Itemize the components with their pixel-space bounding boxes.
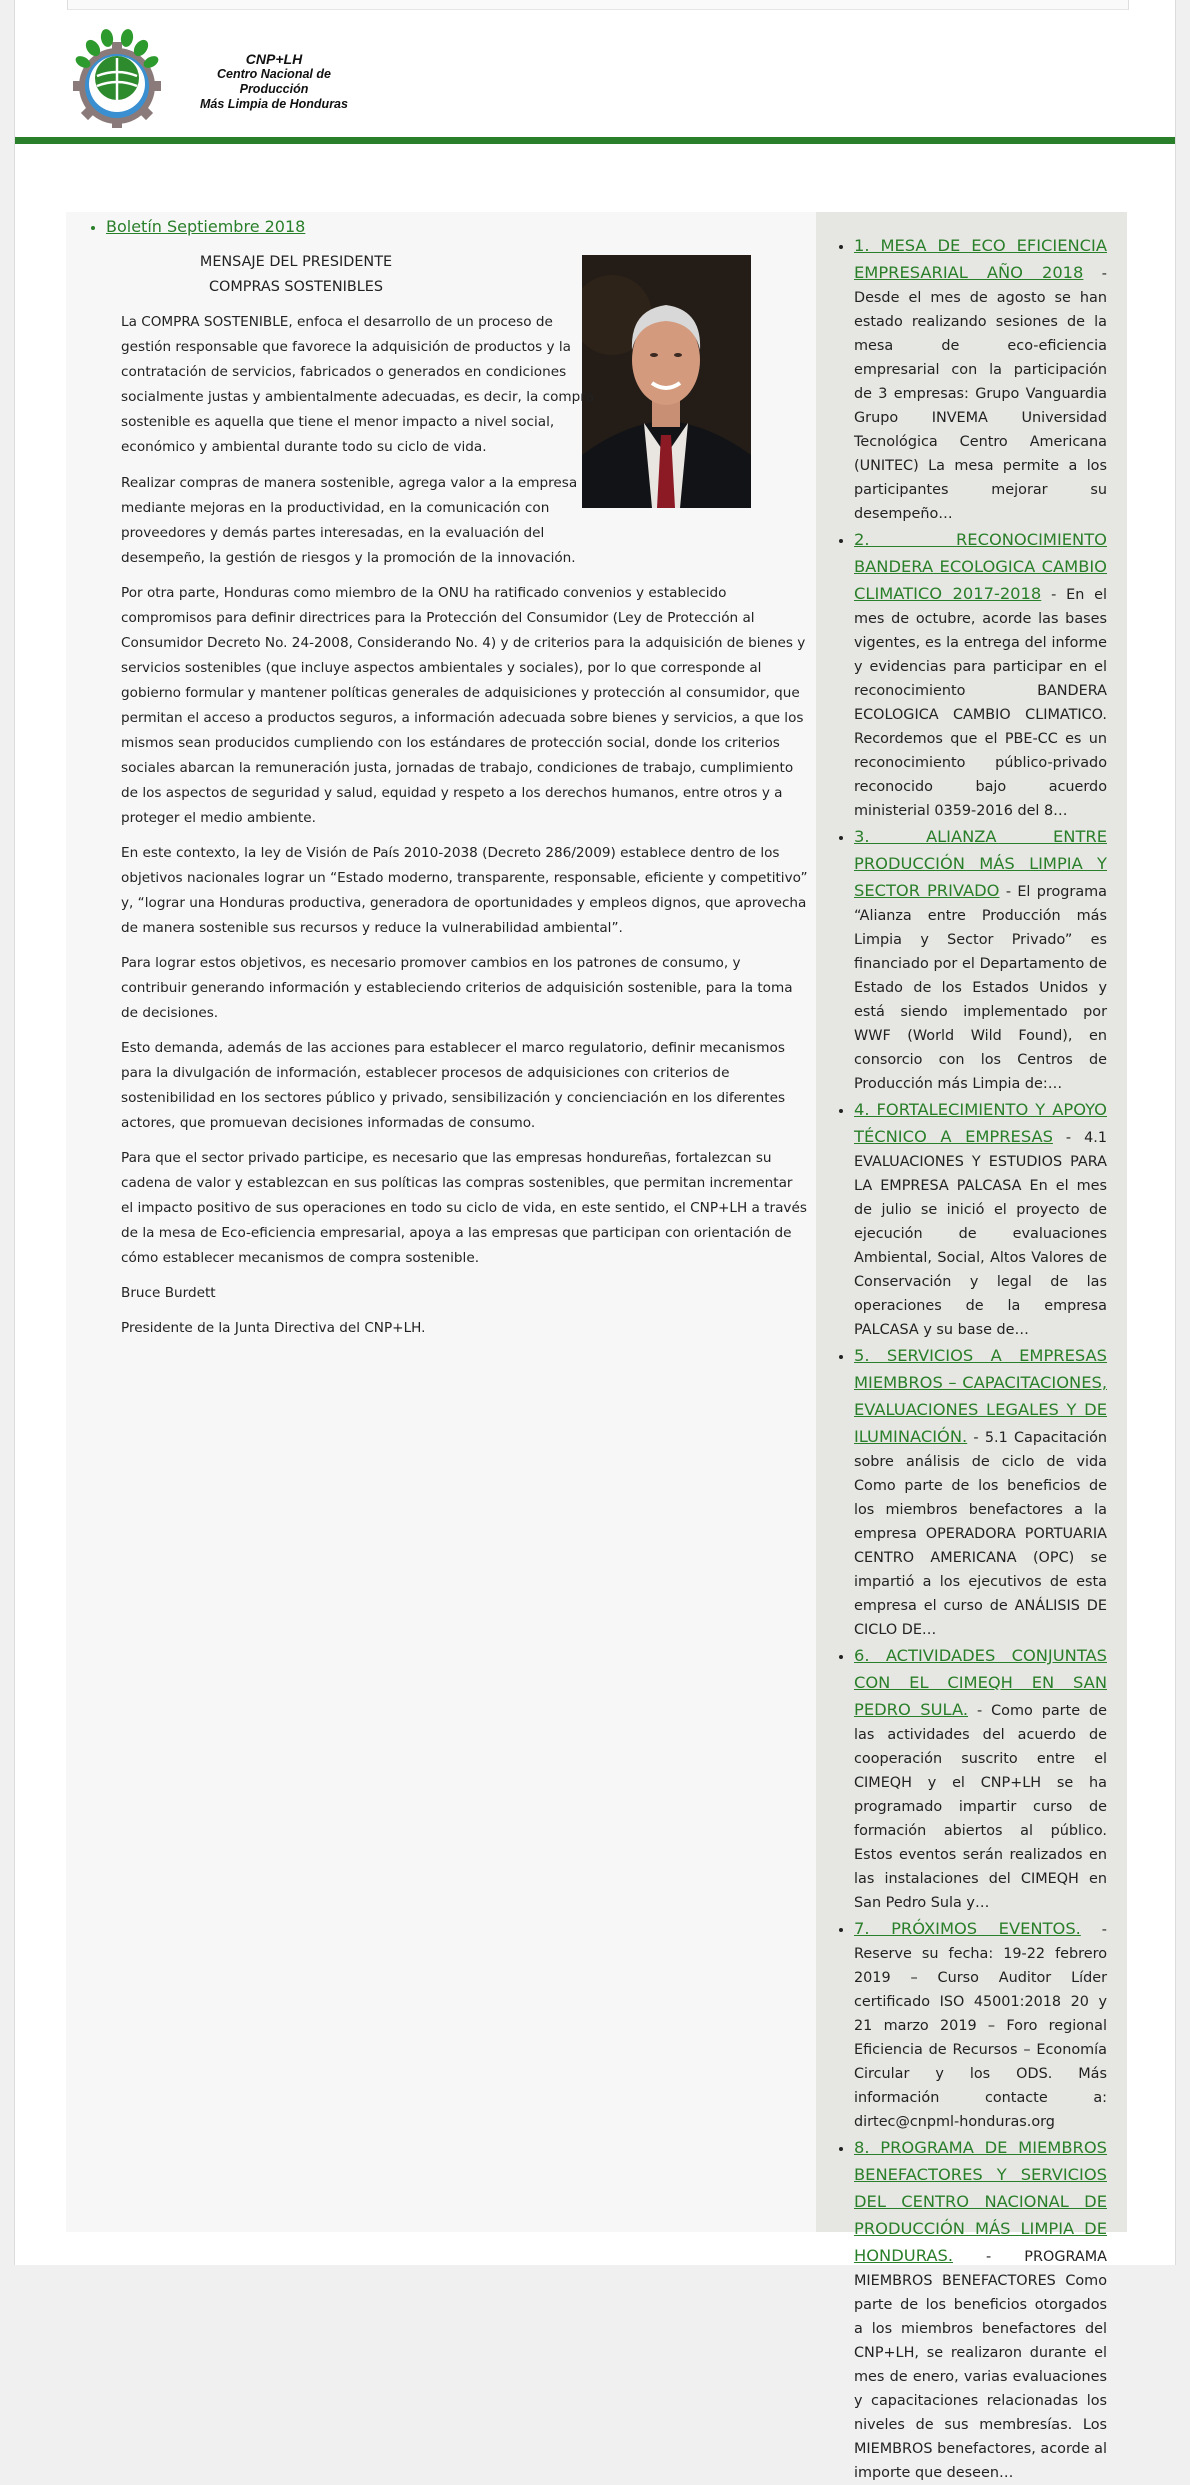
top-strip bbox=[67, 0, 1129, 10]
logo-line-1: CNP+LH bbox=[245, 51, 303, 67]
message-title-line-1: MENSAJE DEL PRESIDENTE bbox=[199, 254, 393, 270]
text-line: Para lograr estos objetivos, es necesario promover cambios en los patrones de consumo, y bbox=[121, 955, 741, 971]
text-line: La COMPRA SOSTENIBLE, enfoca el desarrollo de un proceso de bbox=[121, 314, 553, 330]
site-logo[interactable] bbox=[65, 28, 365, 128]
signature-role bbox=[121, 1316, 425, 1341]
paragraph-6 bbox=[121, 1036, 785, 1136]
bulletin-list bbox=[86, 214, 305, 241]
text-line: mediante mejoras en la productividad, en la comunicación con bbox=[121, 500, 550, 516]
text-line: Por otra parte, Honduras como miembro de la ONU ha ratificado convenios y establecido bbox=[121, 585, 727, 601]
text-line: contratación de servicios, fabricados o generados en condiciones bbox=[121, 364, 567, 380]
page bbox=[14, 0, 1176, 2481]
message-title-line-2: COMPRAS SOSTENIBLES bbox=[208, 279, 384, 295]
paragraph-3 bbox=[121, 581, 805, 831]
bulletin-link[interactable]: Boletín Septiembre 2018 bbox=[106, 217, 306, 236]
sidebar-item-4-excerpt: - 4.1 EVALUACIONES Y ESTUDIOS PARA LA EMPRESA PALCASA En el mes de julio se inició el proyecto de ejecución de evaluaciones Ambiental, Social, Altos Valores de Conservación y legal de las operaciones de la empresa PALCASA y su base de… bbox=[854, 1130, 1107, 1338]
gear-leaf-logo-icon bbox=[65, 28, 180, 128]
paragraph-5 bbox=[121, 951, 793, 1026]
text-line: compromisos para definir directrices para la Protección del Consumidor (Ley de Protección al bbox=[121, 610, 755, 626]
text-line: de manera sostenible sus recursos y reduce la vulnerabilidad ambiental”. bbox=[121, 920, 623, 936]
sidebar-news-list bbox=[816, 232, 1107, 2485]
text-line: económico y ambiental durante todo su ciclo de vida. bbox=[121, 439, 487, 455]
paragraph-7 bbox=[121, 1146, 807, 1271]
sidebar-item-2-excerpt: - En el mes de octubre, acorde las bases vigentes, es la entrega del informe y evidencias para participar en el reconocimiento BANDERA ECOLOGICA CAMBIO CLIMATICO. Recordemos que el PBE-CC es un reconocimiento público-privado reconocido bajo acuerdo ministerial 0359-2016 del 8… bbox=[854, 587, 1107, 819]
content-area bbox=[66, 212, 1127, 2481]
sidebar-item-7 bbox=[854, 1915, 1107, 2134]
sidebar-item-5-excerpt: - 5.1 Capacitación sobre análisis de ciclo de vida Como parte de los beneficios de los miembros benefactores a la empresa OPERADORA PORTUARIA CENTRO AMERICANA (OPC) se impartió a los ejecutivos de esta empresa el curso de ANÁLISIS DE CICLO DE… bbox=[854, 1430, 1107, 1638]
paragraph-2 bbox=[121, 471, 577, 571]
text-line: contribuir generando información y estableciendo criterios de adquisición sostenible, para la toma bbox=[121, 980, 793, 996]
logo-line-2: Centro Nacional de Producción bbox=[217, 67, 331, 96]
text-line: Para que el sector privado participe, es necesario que las empresas hondureñas, fortalezcan su bbox=[121, 1150, 772, 1166]
text-line: proteger el medio ambiente. bbox=[121, 810, 316, 826]
sidebar bbox=[816, 212, 1127, 2481]
president-photo bbox=[582, 255, 751, 508]
sidebar-item-6-link[interactable]: 6. ACTIVIDADES CONJUNTAS CON EL CIMEQH EN SAN PEDRO SULA. bbox=[854, 1646, 1107, 1719]
paragraph-4 bbox=[121, 841, 808, 941]
text-line: de los aspectos de seguridad y salud, equidad y respeto a los derechos humanos, entre otros y a bbox=[121, 785, 783, 801]
sidebar-item-3-link[interactable]: 3. ALIANZA ENTRE PRODUCCIÓN MÁS LIMPIA Y SECTOR PRIVADO bbox=[854, 827, 1107, 900]
text-line: permitan el acceso a productos seguros, a información adecuada sobre bienes y servicios, a que los bbox=[121, 710, 804, 726]
sidebar-item-4 bbox=[854, 1096, 1107, 1342]
sidebar-item-6-excerpt: - Como parte de las actividades del acuerdo de cooperación suscrito entre el CIMEQH y el CNP+LH se ha programado impartir curso de formación abiertos al público. Estos eventos serán realizados en las instalaciones del CIMEQH en San Pedro Sula y… bbox=[854, 1703, 1107, 1911]
message-title bbox=[121, 250, 471, 300]
sidebar-item-3 bbox=[854, 823, 1107, 1096]
text-line: de decisiones. bbox=[121, 1005, 219, 1021]
sidebar-item-6 bbox=[854, 1642, 1107, 1915]
sidebar-item-2-link[interactable]: 2. RECONOCIMIENTO BANDERA ECOLOGICA CAMBIO CLIMATICO 2017-2018 bbox=[854, 530, 1107, 603]
text-line: servicios sostenibles (que incluye aspectos ambientales y sociales), por lo que corresponde al bbox=[121, 660, 762, 676]
text-line: sostenible es aquella que tiene el menor impacto a nivel social, bbox=[121, 414, 555, 430]
text-line: sociales abarcan la remuneración justa, jornadas de trabajo, condiciones de trabajo, cumplimiento bbox=[121, 760, 794, 776]
text-line: Esto demanda, además de las acciones para establecer el marco regulatorio, definir mecanismos bbox=[121, 1040, 785, 1056]
text-line: y, “lograr una Honduras productiva, generadora de oportunidades y empleos dignos, que aprovecha bbox=[121, 895, 807, 911]
sidebar-item-8 bbox=[854, 2134, 1107, 2485]
sidebar-item-5 bbox=[854, 1342, 1107, 1642]
text-line: gestión responsable que favorece la adquisición de productos y la bbox=[121, 339, 572, 355]
sidebar-item-1-excerpt: - Desde el mes de agosto se han estado realizando sesiones de la mesa de eco-eficiencia empresarial con la participación de 3 empresas: Grupo Vanguardia Grupo INVEMA Universidad Tecnológica Centro Americana (UNITEC) La mesa permite a los participantes mejorar su desempeño… bbox=[854, 266, 1107, 522]
text-line: Consumidor Decreto No. 24-2008, Considerando No. 4) y de criterios para la adquisición de bienes y bbox=[121, 635, 806, 651]
sidebar-item-7-excerpt: - Reserve su fecha: 19-22 febrero 2019 – Curso Auditor Líder certificado ISO 45001:2018 20 y 21 marzo 2019 – Foro regional Eficiencia de Recursos – Economía Circular y los ODS. Más información contacte a: dirtec@cnpml-honduras.org bbox=[854, 1922, 1107, 2130]
signature-name bbox=[121, 1281, 216, 1306]
text-line: para la divulgación de información, establecer procesos de adquisiciones con criterios de bbox=[121, 1065, 730, 1081]
sidebar-item-5-link[interactable]: 5. SERVICIOS A EMPRESAS MIEMBROS – CAPACITACIONES, EVALUACIONES LEGALES Y DE ILUMINACIÓN. bbox=[854, 1346, 1107, 1446]
bulletin-item bbox=[106, 214, 305, 241]
paragraph-1 bbox=[121, 310, 594, 460]
text-line: de la mesa de Eco-eficiencia empresarial, apoya a las empresas que participan con orientación de bbox=[121, 1225, 792, 1241]
text-line: socialmente justas y ambientalmente adecuadas, es decir, la compra bbox=[121, 389, 595, 405]
sidebar-item-7-link[interactable]: 7. PRÓXIMOS EVENTOS. bbox=[854, 1919, 1081, 1938]
main-article bbox=[66, 212, 816, 2232]
sidebar-item-1 bbox=[854, 232, 1107, 526]
sidebar-item-1-link[interactable]: 1. MESA DE ECO EFICIENCIA EMPRESARIAL AÑO 2018 bbox=[854, 236, 1107, 282]
header-divider bbox=[15, 137, 1175, 144]
text-line: mismos sean producidos cumpliendo con los estándares de protección social, donde los criterios bbox=[121, 735, 780, 751]
sidebar-item-8-excerpt: - PROGRAMA MIEMBROS BENEFACTORES Como parte de los beneficios otorgados a los miembros benefactores del CNP+LH, se realizaron durante el mes de enero, varias evaluaciones y capacitaciones relacionadas los niveles de sus membresías. Los MIEMBROS benefactores, acorde al importe que deseen… bbox=[854, 2249, 1107, 2481]
text-line: gobierno formular y mantener políticas generales de adquisiciones y protección al consumidor, que bbox=[121, 685, 800, 701]
logo-line-3: Más Limpia de Honduras bbox=[200, 97, 348, 111]
text-line: En este contexto, la ley de Visión de País 2010-2038 (Decreto 286/2009) establece dentro de los bbox=[121, 845, 780, 861]
text-line: cadena de valor y establezcan en sus políticas las compras sostenibles, que permitan incrementar bbox=[121, 1175, 793, 1191]
text-line: proveedores y demás partes interesadas, en la evaluación del bbox=[121, 525, 545, 541]
text-line: cómo establecer mecanismos de compra sostenible. bbox=[121, 1250, 480, 1266]
text-line: Bruce Burdett bbox=[121, 1285, 216, 1301]
sidebar-item-8-link[interactable]: 8. PROGRAMA DE MIEMBROS BENEFACTORES Y SERVICIOS DEL CENTRO NACIONAL DE PRODUCCIÓN MÁS LIMPIA DE HONDURAS. bbox=[854, 2138, 1107, 2265]
sidebar-item-3-excerpt: - El programa “Alianza entre Producción más Limpia y Sector Privado” es financiado por el Departamento de Estado de los Estados Unidos y está siendo implementado por WWF (World Wild Found), en consorcio con los Centros de Producción más Limpia de:… bbox=[854, 884, 1107, 1092]
text-line: el impacto positivo de sus operaciones en todo su ciclo de vida, en este sentido, el CNP+LH a través bbox=[121, 1200, 807, 1216]
text-line: sostenibilidad en los sectores público y privado, sensibilización y concienciación en los diferentes bbox=[121, 1090, 786, 1106]
sidebar-item-4-link[interactable]: 4. FORTALECIMIENTO Y APOYO TÉCNICO A EMPRESAS bbox=[854, 1100, 1107, 1146]
logo-text bbox=[183, 52, 365, 112]
text-line: desempeño, la gestión de riesgos y la promoción de la innovación. bbox=[121, 550, 576, 566]
text-line: actores, que promuevan decisiones informadas de consumo. bbox=[121, 1115, 536, 1131]
text-line: Presidente de la Junta Directiva del CNP+LH. bbox=[121, 1320, 426, 1336]
sidebar-item-2 bbox=[854, 526, 1107, 823]
text-line: Realizar compras de manera sostenible, agrega valor a la empresa bbox=[121, 475, 578, 491]
text-line: objetivos nacionales lograr un “Estado moderno, transparente, responsable, eficiente y competitivo” bbox=[121, 870, 808, 886]
